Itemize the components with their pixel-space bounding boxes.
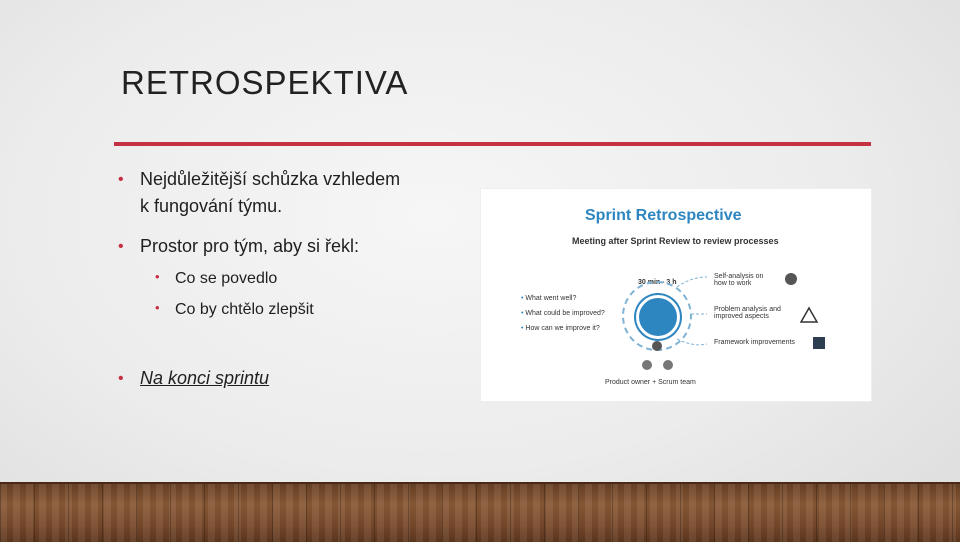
diagram-subtitle: Meeting after Sprint Review to review processes — [572, 236, 779, 246]
participants-label: Product owner + Scrum team — [605, 379, 696, 386]
title-divider — [114, 142, 871, 146]
diagram-arrows — [481, 189, 871, 401]
team-member-icon — [663, 360, 673, 370]
bullet-text-cont: k fungování týmu. — [140, 196, 283, 216]
question-item: • How can we improve it? — [521, 325, 600, 332]
team-member-icon — [642, 360, 652, 370]
arrow-line — [677, 339, 707, 345]
outcome-text: how to work — [714, 280, 752, 287]
wood-floor — [0, 482, 960, 542]
sub-bullet-item — [155, 270, 277, 288]
bullet-dot: • — [118, 370, 124, 387]
bullet-text: Nejdůležitější schůzka vzhledem — [140, 169, 401, 189]
outcome-item: Framework improvements — [714, 339, 795, 346]
bullet-item — [118, 166, 400, 220]
bullet-dot: • — [118, 238, 124, 255]
product-owner-icon — [652, 341, 662, 351]
bullet-dot: • — [118, 171, 124, 188]
sub-bullet-text: Co se povedlo — [175, 270, 278, 287]
sub-bullet-text: Co by chtělo zlepšit — [175, 301, 314, 318]
duration-label: 30 min - 3 h — [638, 279, 677, 286]
outcome-text: Self-analysis on — [714, 273, 764, 280]
person-search-icon — [785, 273, 797, 285]
bullet-item — [118, 365, 269, 392]
warning-icon — [801, 308, 817, 322]
question-text: How can we improve it? — [525, 325, 600, 332]
bullet-item — [118, 233, 359, 260]
outcome-text: improved aspects — [714, 313, 769, 320]
arrow-line — [677, 277, 707, 287]
question-item: • What could be improved? — [521, 310, 605, 317]
sub-bullet-item — [155, 301, 314, 319]
question-text: What went well? — [525, 295, 577, 302]
bullet-dot: • — [155, 269, 160, 284]
outcome-item — [714, 273, 763, 287]
bullet-link[interactable]: Na konci sprintu — [140, 368, 270, 388]
bullet-text: Prostor pro tým, aby si řekl: — [140, 236, 360, 256]
question-item: • What went well? — [521, 295, 577, 302]
tools-icon — [813, 337, 825, 349]
bullet-dot: • — [155, 300, 160, 315]
slide-title: RETROSPEKTIVA — [121, 64, 409, 101]
outcome-item — [714, 306, 781, 320]
retrospective-diagram — [481, 189, 871, 401]
question-text: What could be improved? — [525, 310, 605, 317]
outcome-text: Problem analysis and — [714, 306, 781, 313]
diagram-title: Sprint Retrospective — [585, 207, 742, 224]
